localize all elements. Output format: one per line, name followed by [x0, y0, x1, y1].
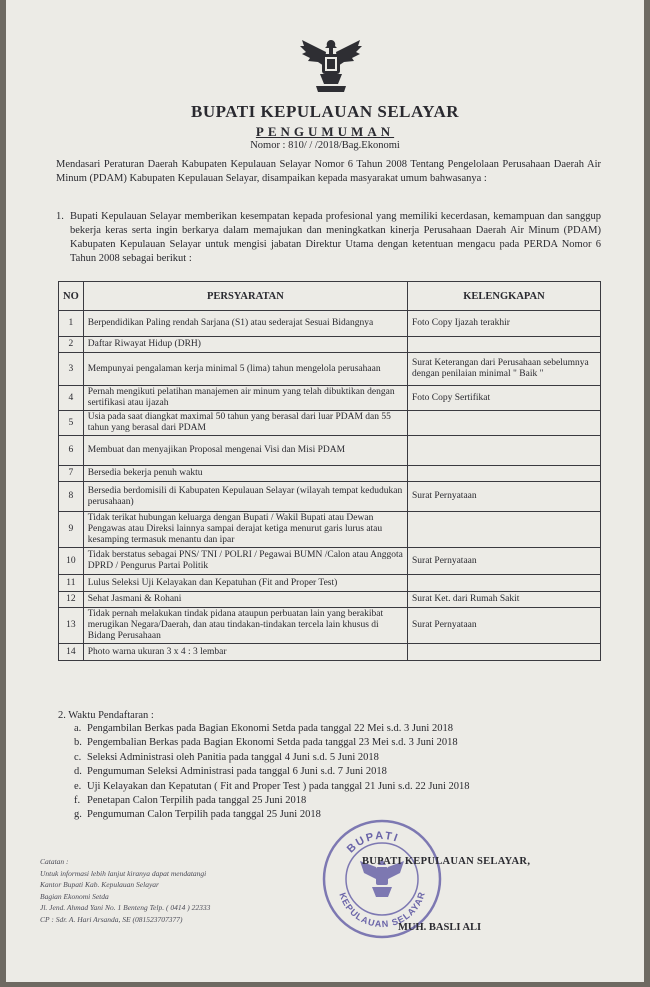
point-1-text: Bupati Kepulauan Selayar memberikan kesempatan kepada profesional yang memiliki kecerdasan, kemampuan dan sanggup bekerja keras serta ingin berkarya dalam memajukan dan meningkatkan kinerja Perusahaan Daerah Air Minum (PDAM) Kabupaten Kepulauan Selayar untuk mengisi jabatan Direktur Utama dengan ketentuan mengacu pada PERDA Nomor 6 Tahun 2008 sebagai berikut :	[70, 211, 601, 264]
note-line: Catatan :	[40, 857, 69, 866]
svg-text:BUPATI	[345, 830, 401, 856]
col-header-persyaratan: PERSYARATAN	[83, 282, 407, 311]
cell-kelengkapan	[408, 436, 601, 466]
cell-no: 2	[59, 337, 84, 353]
point-1	[56, 210, 601, 266]
cell-no: 6	[59, 436, 84, 466]
cell-persyaratan: Bersedia berdomisili di Kabupaten Kepulauan Selayar (wilayah tempat kedudukan perusahaan)	[83, 482, 407, 512]
table-row	[59, 311, 601, 337]
cell-kelengkapan: Foto Copy Ijazah terakhir	[408, 311, 601, 337]
cell-persyaratan: Tidak pernah melakukan tindak pidana ataupun perbuatan lain yang berakibat merugikan Negara/Daerah, dan atau tindakan-tindakan tercela lain khusus di Bidang Perusahaan	[83, 608, 407, 644]
cell-persyaratan: Tidak terikat hubungan keluarga dengan Bupati / Wakil Bupati atau Dewan Pengawas atau Direksi lainnya sampai derajat ketiga menurut garis lurus atau kesamping termasuk menantu dan ipar	[83, 512, 407, 548]
table-header-row	[59, 282, 601, 311]
table-row	[59, 575, 601, 592]
cell-no: 13	[59, 608, 84, 644]
table-row	[59, 436, 601, 466]
cell-kelengkapan: Surat Keterangan dari Perusahaan sebelumnya dengan penilaian minimal " Baik "	[408, 353, 601, 386]
col-header-no: NO	[59, 282, 84, 311]
point-2-heading: 2. Waktu Pendaftaran :	[58, 710, 154, 721]
stamp-bottom-text: KEPULAUAN SELAYAR	[337, 890, 428, 930]
list-item-letter: b.	[74, 737, 82, 749]
intro-paragraph: Mendasari Peraturan Daerah Kabupaten Kepulauan Selayar Nomor 6 Tahun 2008 Tentang Pengelolaan Perusahaan Daerah Air Minum (PDAM) Kabupaten Kepulauan Selayar, disampaikan kepada masyarakat umum bahwasanya :	[56, 159, 601, 184]
table-row	[59, 548, 601, 575]
cell-kelengkapan	[408, 644, 601, 661]
list-item-letter: e.	[74, 780, 82, 792]
requirements-table	[58, 281, 601, 661]
col-header-kelengkapan: KELENGKAPAN	[408, 282, 601, 311]
list-item-text: Penetapan Calon Terpilih pada tanggal 25 Juni 2018	[87, 794, 307, 806]
cell-no: 1	[59, 311, 84, 337]
list-item	[74, 795, 603, 809]
list-item-letter: f.	[74, 794, 81, 806]
list-item-text: Pengembalian Berkas pada Bagian Ekonomi Setda pada tanggal 23 Mei s.d. 3 Juni 2018	[87, 737, 458, 749]
list-item	[74, 766, 603, 780]
note-line: Jl. Jend. Ahmad Yani No. 1 Benteng Telp. ( 0414 ) 22333	[40, 903, 211, 912]
list-item	[74, 723, 603, 737]
table-row	[59, 608, 601, 644]
point-1-number: 1.	[56, 211, 64, 222]
cell-kelengkapan	[408, 466, 601, 482]
cell-persyaratan: Mempunyai pengalaman kerja minimal 5 (lima) tahun mengelola perusahaan	[83, 353, 407, 386]
cell-persyaratan: Photo warna ukuran 3 x 4 : 3 lembar	[83, 644, 407, 661]
cell-kelengkapan	[408, 337, 601, 353]
cell-no: 5	[59, 411, 84, 436]
list-item	[74, 752, 603, 766]
cell-no: 10	[59, 548, 84, 575]
cell-persyaratan: Pernah mengikuti pelatihan manajemen air minum yang telah dibuktikan dengan sertifikasi atau ijazah	[83, 386, 407, 411]
list-item	[74, 737, 603, 751]
table-row	[59, 644, 601, 661]
document-page	[6, 0, 644, 982]
stamp-top-text: BUPATI	[344, 829, 401, 856]
list-item-text: Pengumuman Seleksi Administrasi pada tanggal 6 Juni s.d. 7 Juni 2018	[87, 766, 387, 778]
cell-persyaratan: Daftar Riwayat Hidup (DRH)	[83, 337, 407, 353]
cell-kelengkapan: Surat Ket. dari Rumah Sakit	[408, 592, 601, 608]
list-item-text: Pengambilan Berkas pada Bagian Ekonomi Setda pada tanggal 22 Mei s.d. 3 Juni 2018	[87, 723, 453, 734]
document-number: Nomor : 810/ / /2018/Bag.Ekonomi	[250, 140, 400, 151]
list-item-letter: a.	[74, 723, 82, 734]
cell-persyaratan: Usia pada saat diangkat maximal 50 tahun yang berasal dari luar PDAM dan 55 tahun yang berasal dari PDAM	[83, 411, 407, 436]
note-line: Bagian Ekonomi Setda	[40, 891, 109, 901]
list-item-letter: d.	[74, 766, 82, 778]
cell-no: 11	[59, 575, 84, 592]
table-row	[59, 512, 601, 548]
document-title: BUPATI KEPULAUAN SELAYAR	[191, 102, 459, 121]
cell-kelengkapan: Foto Copy Sertifikat	[408, 386, 601, 411]
note-line: CP : Sdr. A. Hari Arsanda, SE (081523707377)	[40, 914, 183, 924]
cell-kelengkapan	[408, 512, 601, 548]
table-row	[59, 411, 601, 436]
cell-kelengkapan: Surat Pernyataan	[408, 548, 601, 575]
cell-persyaratan: Membuat dan menyajikan Proposal mengenai Visi dan Misi PDAM	[83, 436, 407, 466]
table-row	[59, 353, 601, 386]
signatory-title: BUPATI KEPULAUAN SELAYAR,	[362, 856, 531, 867]
registration-schedule-list	[58, 723, 603, 824]
cell-no: 4	[59, 386, 84, 411]
list-item	[74, 781, 603, 795]
cell-no: 7	[59, 466, 84, 482]
cell-persyaratan: Lulus Seleksi Uji Kelayakan dan Kepatuhan (Fit and Proper Test)	[83, 575, 407, 592]
table-row	[59, 482, 601, 512]
garuda-emblem-icon	[298, 34, 364, 96]
cell-no: 3	[59, 353, 84, 386]
note-line: Untuk informasi lebih lanjut kiranya dapat mendatangi	[40, 868, 207, 878]
cell-persyaratan: Bersedia bekerja penuh waktu	[83, 466, 407, 482]
contact-note	[40, 856, 300, 925]
cell-persyaratan: Berpendidikan Paling rendah Sarjana (S1) atau sederajat Sesuai Bidangnya	[83, 311, 407, 337]
cell-kelengkapan: Surat Pernyataan	[408, 608, 601, 644]
note-line: Kantor Bupati Kab. Kepulauan Selayar	[40, 880, 159, 889]
table-row	[59, 386, 601, 411]
cell-kelengkapan: Surat Pernyataan	[408, 482, 601, 512]
table-row	[59, 466, 601, 482]
cell-kelengkapan	[408, 575, 601, 592]
list-item-text: Seleksi Administrasi oleh Panitia pada tanggal 4 Juni s.d. 5 Juni 2018	[87, 751, 379, 763]
cell-no: 9	[59, 512, 84, 548]
list-item-text: Uji Kelayakan dan Kepatutan ( Fit and Proper Test ) pada tanggal 21 Juni s.d. 22 Juni 2018	[87, 780, 470, 792]
cell-no: 8	[59, 482, 84, 512]
cell-persyaratan: Tidak berstatus sebagai PNS/ TNI / POLRI / Pegawai BUMN /Calon atau Anggota DPRD / Pengurus Partai Politik	[83, 548, 407, 575]
announcement-heading: PENGUMUMAN	[255, 124, 395, 139]
list-item-letter: g.	[74, 809, 82, 821]
table-row	[59, 592, 601, 608]
cell-no: 14	[59, 644, 84, 661]
cell-no: 12	[59, 592, 84, 608]
list-item-text: Pengumuman Calon Terpilih pada tanggal 25 Juni 2018	[87, 809, 321, 821]
signatory-name: MUH. BASLI ALI	[398, 922, 482, 933]
cell-persyaratan: Sehat Jasmani & Rohani	[83, 592, 407, 608]
cell-kelengkapan	[408, 411, 601, 436]
table-row	[59, 337, 601, 353]
point-2	[58, 710, 603, 824]
list-item-letter: c.	[74, 751, 82, 763]
